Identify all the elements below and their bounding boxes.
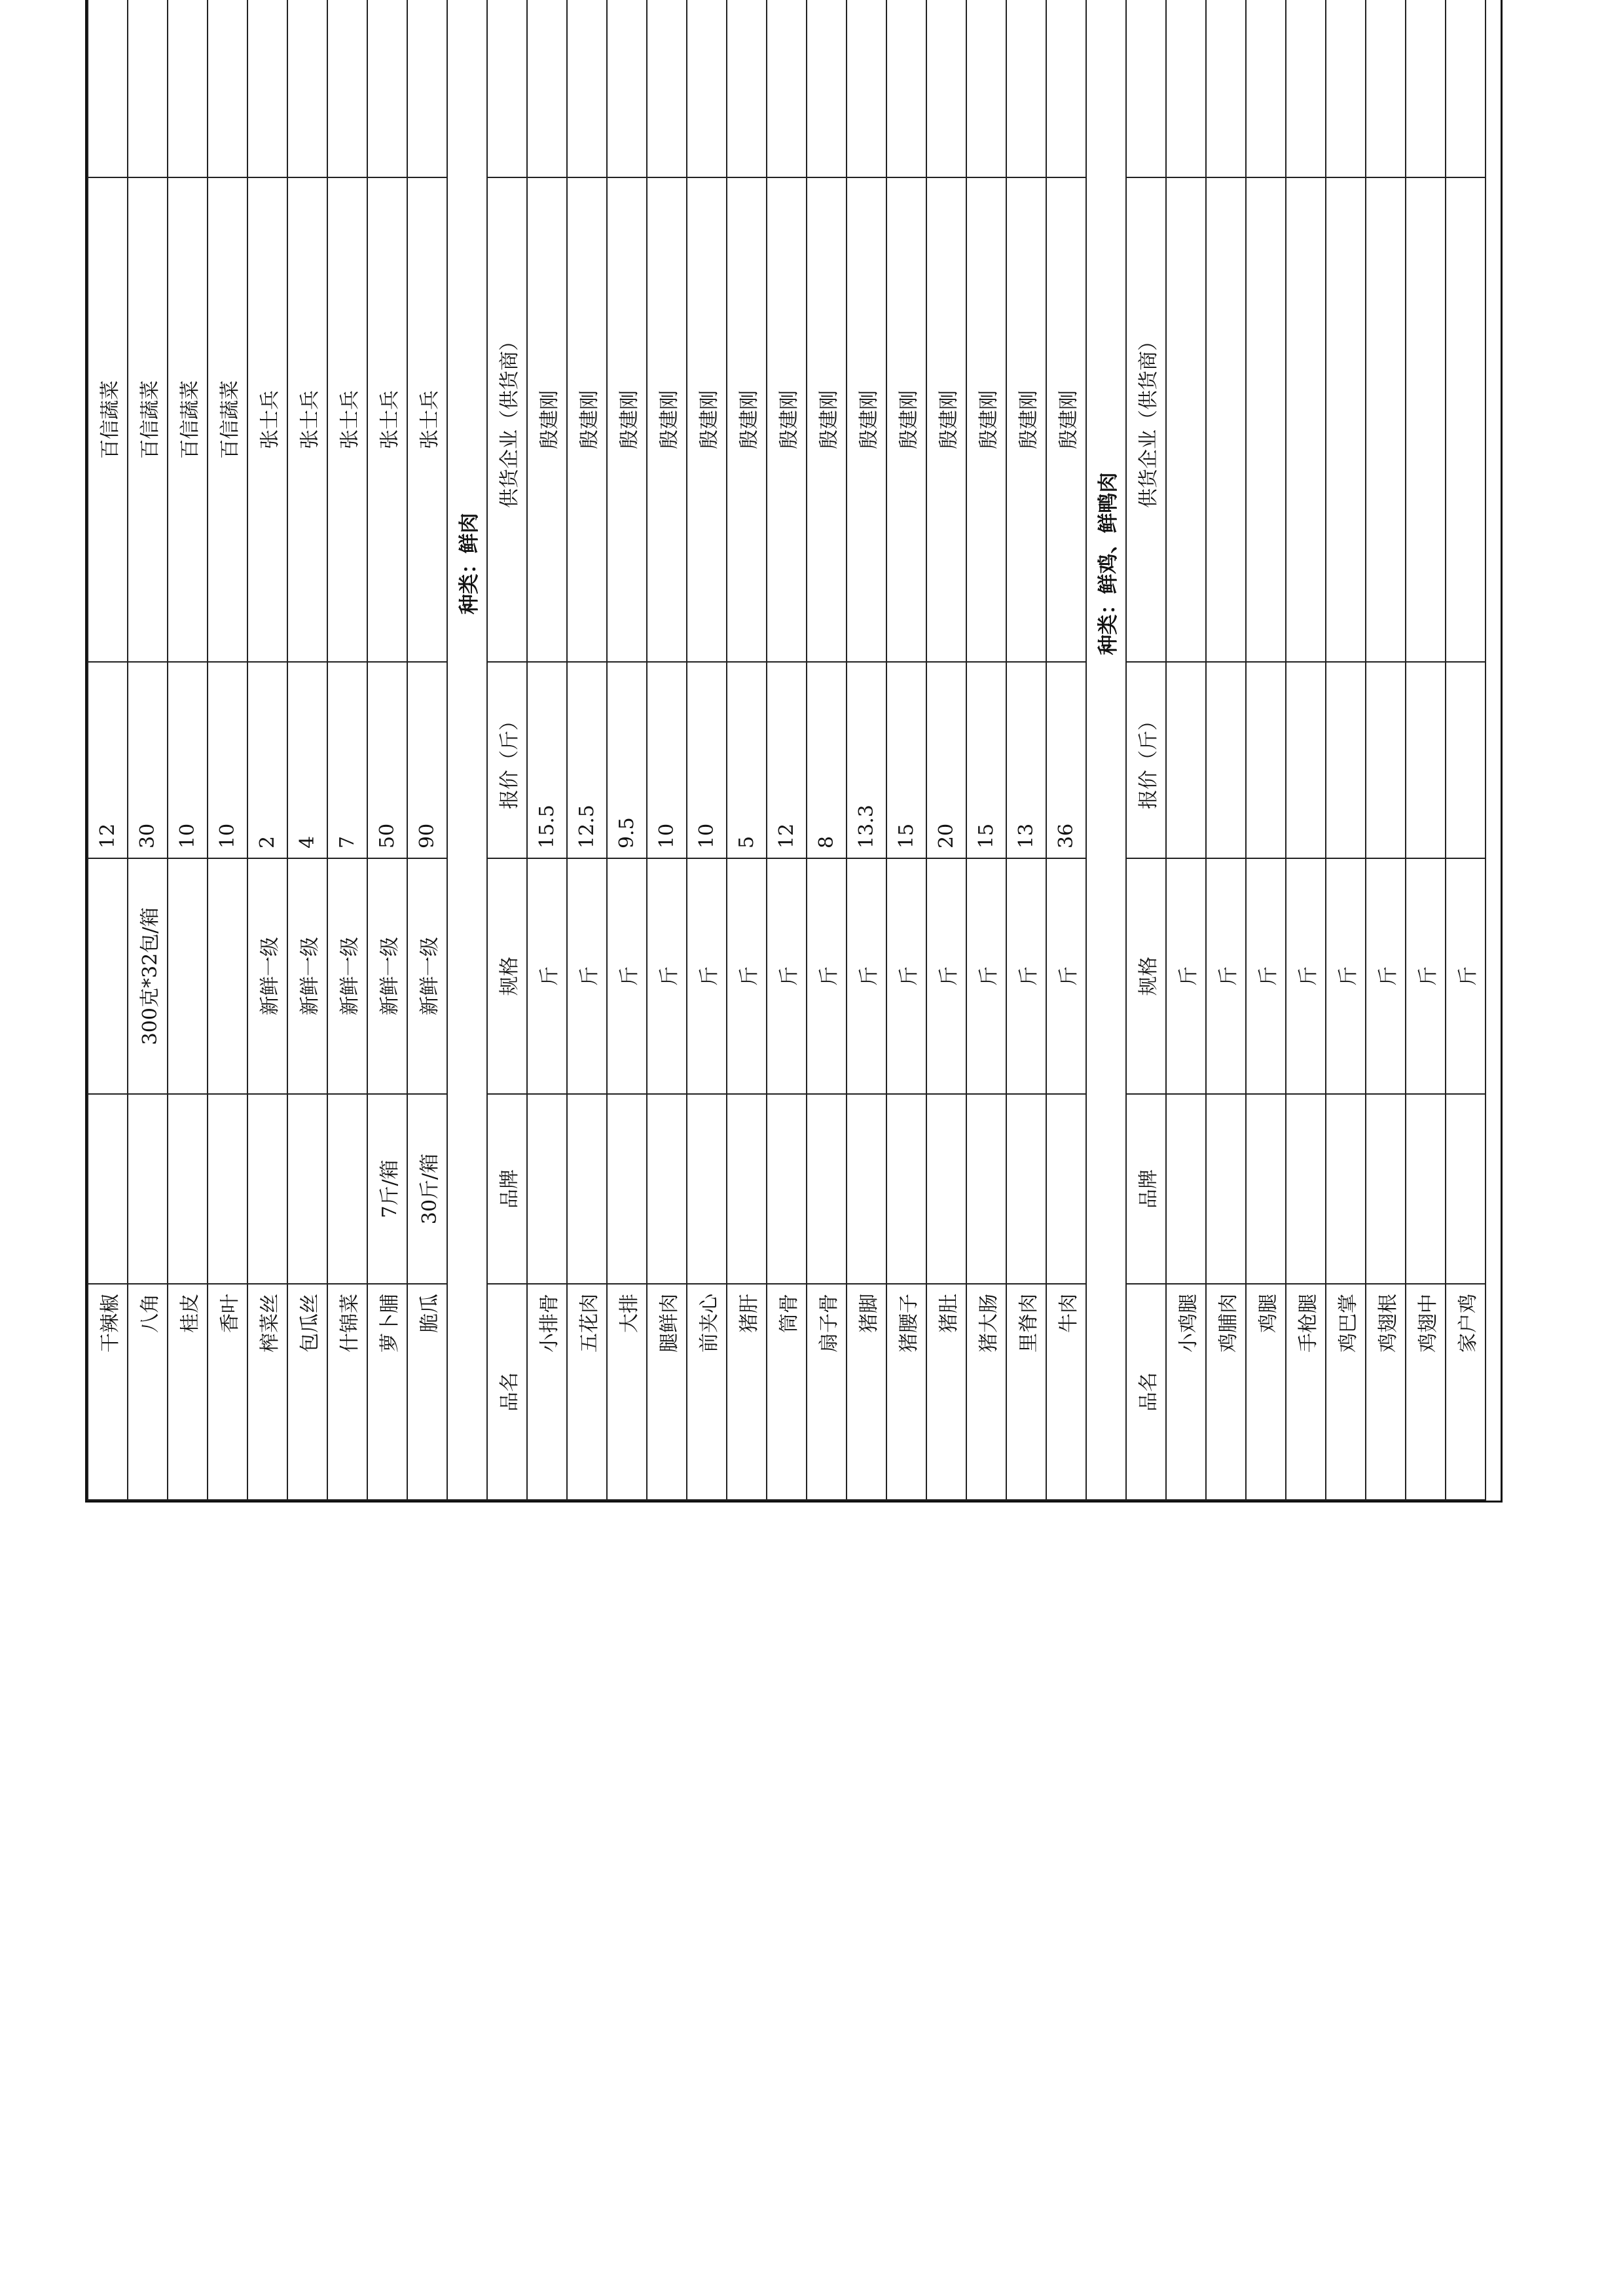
cell-brand (287, 1094, 327, 1284)
table-row (687, 0, 727, 1500)
cell-brand (807, 1094, 847, 1284)
header-spec: 规格 (487, 858, 527, 1094)
cell-spec: 斤 (687, 858, 727, 1094)
cell-supplier: 张士兵 (287, 177, 327, 662)
section-title: 种类：鲜鸡、鲜鸭肉 (1086, 0, 1126, 1500)
cell-period (727, 0, 767, 177)
cell-spec: 斤 (1286, 858, 1326, 1094)
cell-brand (767, 1094, 807, 1284)
table-row (128, 0, 168, 1500)
table-row (966, 0, 1006, 1500)
cell-name: 里脊肉 (1006, 1284, 1046, 1500)
cell-period (208, 0, 247, 177)
cell-price (1286, 662, 1326, 858)
cell-price: 10 (208, 662, 247, 858)
cell-price (1446, 662, 1486, 858)
cell-spec: 斤 (966, 858, 1006, 1094)
cell-supplier (1326, 177, 1366, 662)
header-supplier: 供货企业（供货商） (1126, 177, 1166, 662)
table-row (1406, 0, 1446, 1500)
table-row (527, 0, 567, 1500)
table-row (1246, 0, 1286, 1500)
cell-brand (1246, 1094, 1286, 1284)
cell-supplier: 殷建刚 (847, 177, 886, 662)
header-row (1126, 0, 1166, 1500)
cell-price: 13 (1006, 662, 1046, 858)
table-row (208, 0, 247, 1500)
cell-spec: 斤 (926, 858, 966, 1094)
cell-period (607, 0, 647, 177)
cell-spec: 斤 (1006, 858, 1046, 1094)
cell-brand (966, 1094, 1006, 1284)
cell-spec: 斤 (647, 858, 687, 1094)
table-row (327, 0, 367, 1500)
cell-brand (327, 1094, 367, 1284)
cell-price (1246, 662, 1286, 858)
cell-supplier: 张士兵 (327, 177, 367, 662)
header-name: 品名 (1126, 1284, 1166, 1500)
table-row (88, 0, 128, 1500)
cell-supplier: 百信蔬菜 (208, 177, 247, 662)
cell-supplier: 殷建刚 (1046, 177, 1086, 662)
cell-spec (208, 858, 247, 1094)
header-supplier: 供货企业（供货商） (487, 177, 527, 662)
cell-name: 鸡翅中 (1406, 1284, 1446, 1500)
cell-supplier: 殷建刚 (767, 177, 807, 662)
price-table-body (88, 0, 1486, 1500)
cell-period (847, 0, 886, 177)
cell-period (1006, 0, 1046, 177)
cell-period (687, 0, 727, 177)
cell-price: 12.5 (567, 662, 607, 858)
cell-name: 五花肉 (567, 1284, 607, 1500)
cell-spec: 新鲜一级 (327, 858, 367, 1094)
header-price: 报价（斤） (1126, 662, 1166, 858)
cell-name: 筒骨 (767, 1284, 807, 1500)
cell-name: 小鸡腿 (1166, 1284, 1206, 1500)
cell-spec: 斤 (1046, 858, 1086, 1094)
header-name: 品名 (487, 1284, 527, 1500)
cell-supplier (1286, 177, 1326, 662)
cell-brand (1166, 1094, 1206, 1284)
cell-name: 牛肉 (1046, 1284, 1086, 1500)
cell-name: 八角 (128, 1284, 168, 1500)
cell-name: 包瓜丝 (287, 1284, 327, 1500)
cell-period (767, 0, 807, 177)
cell-supplier: 张士兵 (247, 177, 287, 662)
section-title: 种类：鲜肉 (447, 0, 487, 1500)
table-row (567, 0, 607, 1500)
cell-name: 大排 (607, 1284, 647, 1500)
cell-price: 50 (367, 662, 407, 858)
cell-price: 9.5 (607, 662, 647, 858)
cell-spec: 新鲜一级 (407, 858, 447, 1094)
table-row (647, 0, 687, 1500)
cell-spec: 斤 (1406, 858, 1446, 1094)
cell-brand (567, 1094, 607, 1284)
cell-supplier (1206, 177, 1246, 662)
cell-period (168, 0, 208, 177)
header-brand: 品牌 (1126, 1094, 1166, 1284)
cell-period (1206, 0, 1246, 177)
cell-spec: 斤 (727, 858, 767, 1094)
cell-brand (1366, 1094, 1406, 1284)
cell-period (1366, 0, 1406, 177)
cell-price (1406, 662, 1446, 858)
cell-period (287, 0, 327, 177)
table-row (1446, 0, 1486, 1500)
cell-period (926, 0, 966, 177)
table-row (407, 0, 447, 1500)
cell-name: 猪腰子 (886, 1284, 926, 1500)
cell-price: 8 (807, 662, 847, 858)
cell-period (1446, 0, 1486, 177)
cell-price: 12 (767, 662, 807, 858)
table-row (247, 0, 287, 1500)
cell-price: 13.3 (847, 662, 886, 858)
cell-name: 鸡腿 (1246, 1284, 1286, 1500)
rotated-page (85, 0, 1503, 1503)
cell-price: 5 (727, 662, 767, 858)
cell-name: 榨菜丝 (247, 1284, 287, 1500)
cell-brand (687, 1094, 727, 1284)
table-row (1206, 0, 1246, 1500)
cell-name: 猪肝 (727, 1284, 767, 1500)
cell-price (1166, 662, 1206, 858)
cell-supplier: 殷建刚 (647, 177, 687, 662)
cell-supplier: 百信蔬菜 (88, 177, 128, 662)
cell-price: 7 (327, 662, 367, 858)
cell-supplier: 殷建刚 (687, 177, 727, 662)
cell-supplier (1446, 177, 1486, 662)
cell-period (1166, 0, 1206, 177)
cell-period (88, 0, 128, 177)
cell-brand (247, 1094, 287, 1284)
cell-brand (88, 1094, 128, 1284)
cell-spec: 斤 (767, 858, 807, 1094)
table-row (1166, 0, 1206, 1500)
cell-price: 30 (128, 662, 168, 858)
cell-spec: 斤 (527, 858, 567, 1094)
cell-supplier: 百信蔬菜 (168, 177, 208, 662)
table-row (168, 0, 208, 1500)
cell-brand (1286, 1094, 1326, 1284)
cell-period (807, 0, 847, 177)
cell-spec: 斤 (567, 858, 607, 1094)
cell-supplier: 殷建刚 (1006, 177, 1046, 662)
cell-brand (926, 1094, 966, 1284)
cell-brand (1326, 1094, 1366, 1284)
price-table (87, 0, 1486, 1501)
header-period (487, 0, 527, 177)
cell-period (1246, 0, 1286, 177)
cell-price (1366, 662, 1406, 858)
cell-supplier: 殷建刚 (966, 177, 1006, 662)
cell-period (886, 0, 926, 177)
table-row (926, 0, 966, 1500)
cell-spec: 斤 (847, 858, 886, 1094)
cell-brand (647, 1094, 687, 1284)
cell-name: 脆瓜 (407, 1284, 447, 1500)
cell-price: 12 (88, 662, 128, 858)
cell-brand (1006, 1094, 1046, 1284)
cell-supplier: 张士兵 (367, 177, 407, 662)
cell-name: 干辣椒 (88, 1284, 128, 1500)
table-row (847, 0, 886, 1500)
cell-price: 20 (926, 662, 966, 858)
table-row (1286, 0, 1326, 1500)
cell-price: 15 (886, 662, 926, 858)
cell-brand (1046, 1094, 1086, 1284)
cell-spec: 斤 (607, 858, 647, 1094)
table-row (1366, 0, 1406, 1500)
cell-spec (88, 858, 128, 1094)
cell-supplier: 张士兵 (407, 177, 447, 662)
cell-brand (527, 1094, 567, 1284)
cell-brand (1446, 1094, 1486, 1284)
cell-name: 桂皮 (168, 1284, 208, 1500)
cell-spec: 斤 (1446, 858, 1486, 1094)
table-row (807, 0, 847, 1500)
cell-period (647, 0, 687, 177)
cell-name: 什锦菜 (327, 1284, 367, 1500)
header-price: 报价（斤） (487, 662, 527, 858)
cell-period (966, 0, 1006, 177)
cell-spec: 新鲜一级 (247, 858, 287, 1094)
cell-name: 香叶 (208, 1284, 247, 1500)
cell-supplier (1166, 177, 1206, 662)
cell-brand (128, 1094, 168, 1284)
cell-supplier: 殷建刚 (886, 177, 926, 662)
cell-name: 腿鲜肉 (647, 1284, 687, 1500)
cell-price: 10 (168, 662, 208, 858)
header-brand: 品牌 (487, 1094, 527, 1284)
cell-period (1046, 0, 1086, 177)
cell-brand (1406, 1094, 1446, 1284)
cell-brand: 30斤/箱 (407, 1094, 447, 1284)
cell-brand (727, 1094, 767, 1284)
cell-name: 鸡巴掌 (1326, 1284, 1366, 1500)
cell-supplier: 殷建刚 (567, 177, 607, 662)
cell-brand (847, 1094, 886, 1284)
cell-spec (168, 858, 208, 1094)
cell-spec: 斤 (886, 858, 926, 1094)
cell-price: 15.5 (527, 662, 567, 858)
table-row (367, 0, 407, 1500)
cell-price: 10 (647, 662, 687, 858)
cell-supplier: 殷建刚 (527, 177, 567, 662)
cell-supplier (1246, 177, 1286, 662)
cell-brand: 7斤/箱 (367, 1094, 407, 1284)
cell-supplier: 殷建刚 (607, 177, 647, 662)
table-row (287, 0, 327, 1500)
cell-period (247, 0, 287, 177)
cell-brand (168, 1094, 208, 1284)
table-row (886, 0, 926, 1500)
cell-brand (607, 1094, 647, 1284)
cell-name: 鸡翅根 (1366, 1284, 1406, 1500)
cell-spec: 斤 (1366, 858, 1406, 1094)
cell-price: 10 (687, 662, 727, 858)
cell-supplier (1406, 177, 1446, 662)
cell-spec: 斤 (1206, 858, 1246, 1094)
header-row (487, 0, 527, 1500)
cell-name: 猪肚 (926, 1284, 966, 1500)
table-row (767, 0, 807, 1500)
cell-spec: 斤 (1166, 858, 1206, 1094)
cell-supplier: 百信蔬菜 (128, 177, 168, 662)
cell-brand (1206, 1094, 1246, 1284)
cell-price (1326, 662, 1366, 858)
cell-period (1326, 0, 1366, 177)
table-row (1006, 0, 1046, 1500)
cell-period (1286, 0, 1326, 177)
cell-name: 家户鸡 (1446, 1284, 1486, 1500)
cell-price: 4 (287, 662, 327, 858)
cell-price: 15 (966, 662, 1006, 858)
cell-price: 90 (407, 662, 447, 858)
cell-spec: 斤 (807, 858, 847, 1094)
cell-period (527, 0, 567, 177)
cell-spec: 300克*32包/箱 (128, 858, 168, 1094)
cell-name: 鸡脯肉 (1206, 1284, 1246, 1500)
section-title-row (1086, 0, 1126, 1500)
cell-name: 萝卜脯 (367, 1284, 407, 1500)
table-row (1326, 0, 1366, 1500)
cell-spec: 斤 (1326, 858, 1366, 1094)
cell-period (407, 0, 447, 177)
cell-supplier: 殷建刚 (727, 177, 767, 662)
cell-supplier: 殷建刚 (807, 177, 847, 662)
table-row (727, 0, 767, 1500)
cell-period (128, 0, 168, 177)
cell-price (1206, 662, 1246, 858)
cell-spec: 新鲜一级 (367, 858, 407, 1094)
cell-price: 2 (247, 662, 287, 858)
table-row (607, 0, 647, 1500)
cell-name: 猪脚 (847, 1284, 886, 1500)
cell-name: 猪大肠 (966, 1284, 1006, 1500)
cell-name: 扇子骨 (807, 1284, 847, 1500)
cell-name: 小排骨 (527, 1284, 567, 1500)
table-row (1046, 0, 1086, 1500)
cell-supplier: 殷建刚 (926, 177, 966, 662)
cell-name: 手枪腿 (1286, 1284, 1326, 1500)
cell-period (367, 0, 407, 177)
cell-spec: 斤 (1246, 858, 1286, 1094)
cell-period (327, 0, 367, 177)
cell-period (567, 0, 607, 177)
cell-brand (886, 1094, 926, 1284)
cell-price: 36 (1046, 662, 1086, 858)
cell-supplier (1366, 177, 1406, 662)
cell-period (1406, 0, 1446, 177)
cell-spec: 新鲜一级 (287, 858, 327, 1094)
section-title-row (447, 0, 487, 1500)
cell-name: 前夹心 (687, 1284, 727, 1500)
cell-brand (208, 1094, 247, 1284)
header-period (1126, 0, 1166, 177)
header-spec: 规格 (1126, 858, 1166, 1094)
